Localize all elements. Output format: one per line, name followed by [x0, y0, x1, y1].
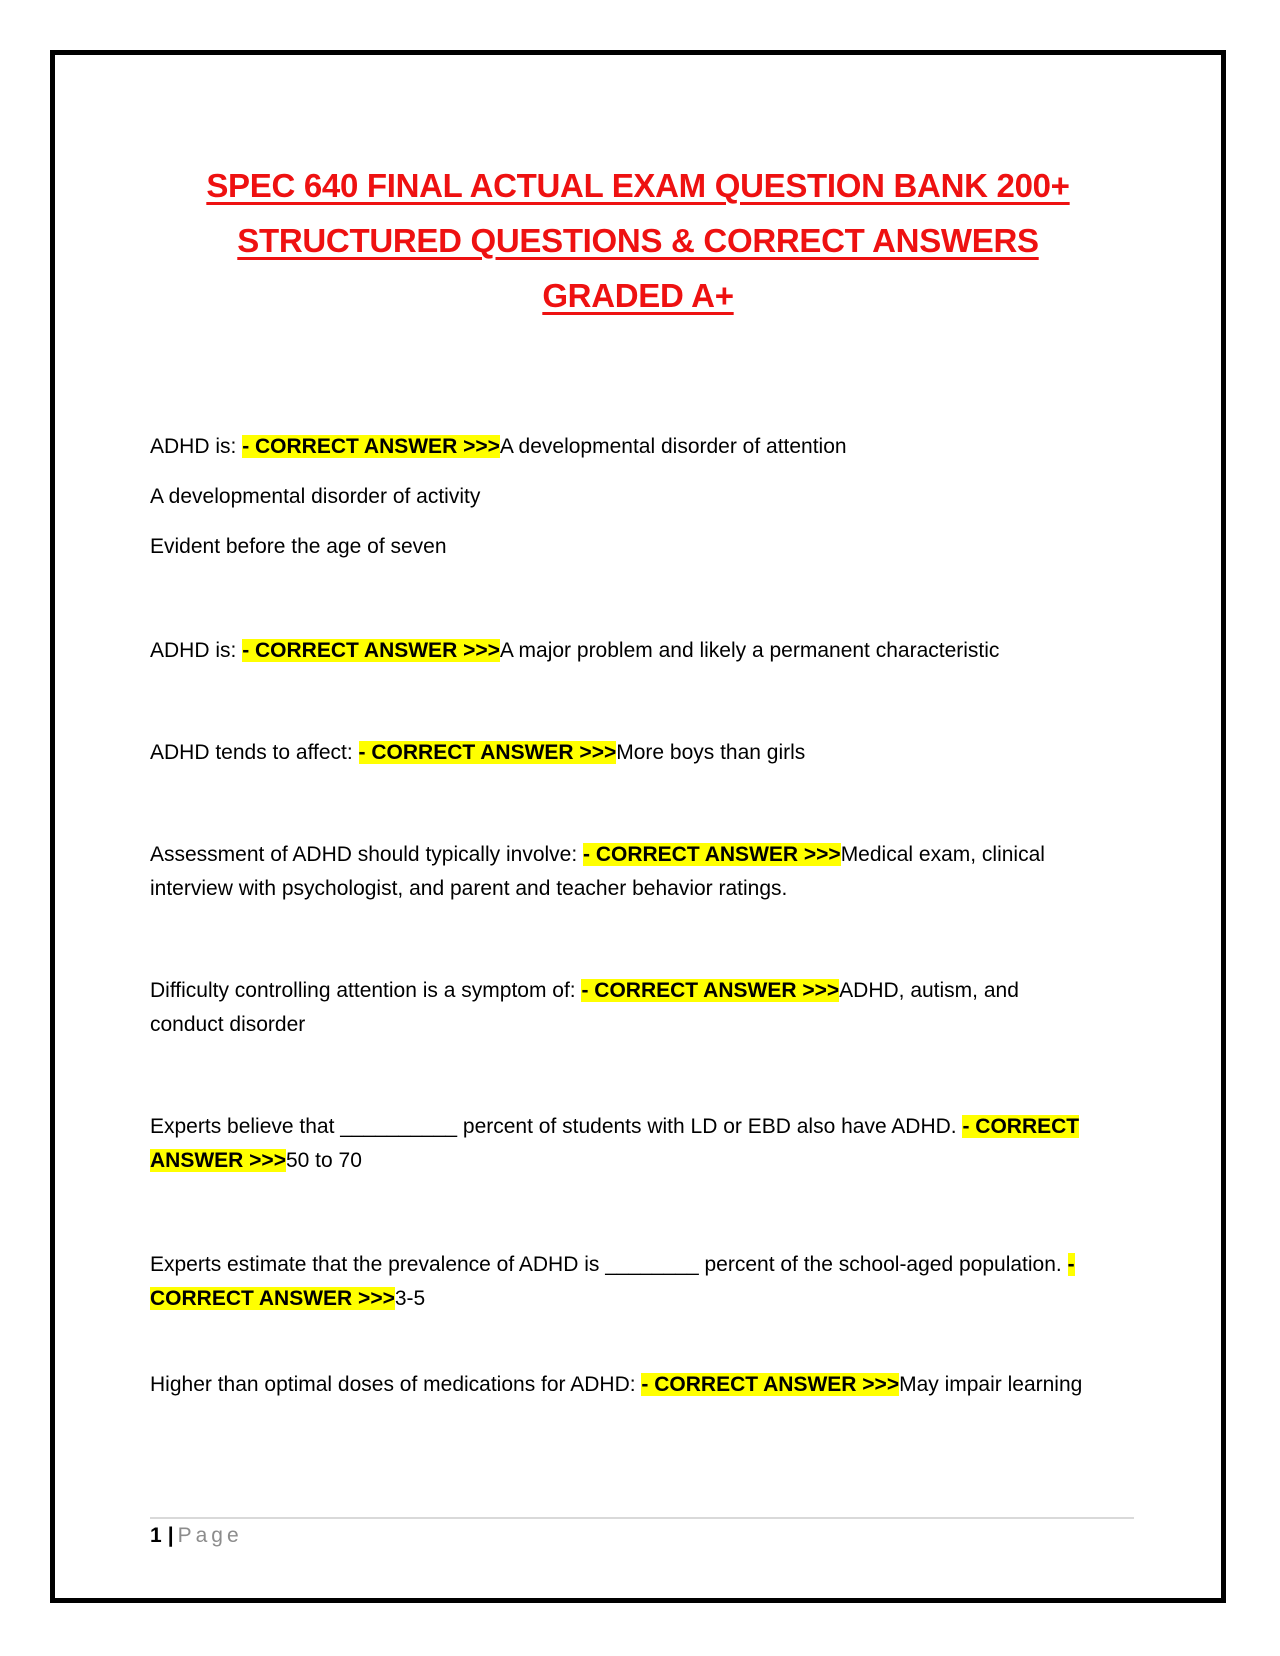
correct-answer-marker: - CORRECT ANSWER >>>: [358, 741, 617, 764]
answer-text: ADHD, autism, and conduct disorder: [150, 979, 1019, 1036]
footer-divider: [150, 1517, 1134, 1519]
answer-extra-line: Evident before the age of seven: [150, 535, 447, 558]
qa-item: [150, 974, 1096, 1042]
answer-text: A developmental disorder of attention: [499, 435, 847, 458]
qa-item: [150, 736, 1096, 770]
qa-item: [150, 1368, 1096, 1402]
qa-item: [150, 838, 1096, 906]
page-number: 1: [150, 1524, 162, 1547]
answer-text: 50 to 70: [285, 1149, 362, 1172]
title-line-2: STRUCTURED QUESTIONS & CORRECT ANSWERS: [237, 222, 1039, 259]
answer-text: A major problem and likely a permanent characteristic: [499, 639, 1000, 662]
title-line-1: SPEC 640 FINAL ACTUAL EXAM QUESTION BANK 200+: [206, 167, 1070, 204]
answer-text: Medical exam, clinical interview with psychologist, and parent and teacher behavior ratings.: [150, 843, 1045, 900]
page-footer: [150, 1521, 243, 1551]
correct-answer-marker: - CORRECT ANSWER >>>: [150, 1115, 1080, 1172]
question-text: Difficulty controlling attention is a symptom of:: [150, 979, 582, 1002]
footer-separator: |: [167, 1524, 174, 1547]
qa-item: [150, 634, 1096, 668]
question-text: Experts believe that __________ percent of students with LD or EBD also have ADHD.: [150, 1115, 963, 1138]
answer-extra-line: A developmental disorder of activity: [150, 485, 481, 508]
answer-text: May impair learning: [899, 1373, 1083, 1396]
qa-item: [150, 1248, 1096, 1316]
question-text: ADHD tends to affect:: [150, 741, 359, 764]
page-label: Page: [177, 1524, 243, 1547]
answer-text: More boys than girls: [616, 741, 806, 764]
answer-text: 3-5: [394, 1287, 426, 1310]
correct-answer-marker: - CORRECT ANSWER >>>: [242, 435, 500, 458]
question-text: ADHD is:: [150, 435, 243, 458]
title-line-3: GRADED A+: [542, 277, 734, 314]
qa-item: [150, 430, 1096, 564]
question-text: ADHD is:: [150, 639, 243, 662]
correct-answer-marker: - CORRECT ANSWER >>>: [641, 1373, 900, 1396]
qa-item: [150, 1110, 1096, 1178]
question-text: Assessment of ADHD should typically involve:: [150, 843, 584, 866]
correct-answer-marker: - CORRECT ANSWER >>>: [242, 639, 500, 662]
qa-line: [150, 430, 1096, 464]
correct-answer-marker: - CORRECT ANSWER >>>: [581, 979, 840, 1002]
question-text: Higher than optimal doses of medications for ADHD:: [150, 1373, 642, 1396]
question-text: Experts estimate that the prevalence of ADHD is ________ percent of the school-aged population.: [150, 1253, 1068, 1276]
correct-answer-marker: - CORRECT ANSWER >>>: [150, 1253, 1075, 1310]
document-title: [150, 158, 1126, 323]
correct-answer-marker: - CORRECT ANSWER >>>: [583, 843, 841, 866]
